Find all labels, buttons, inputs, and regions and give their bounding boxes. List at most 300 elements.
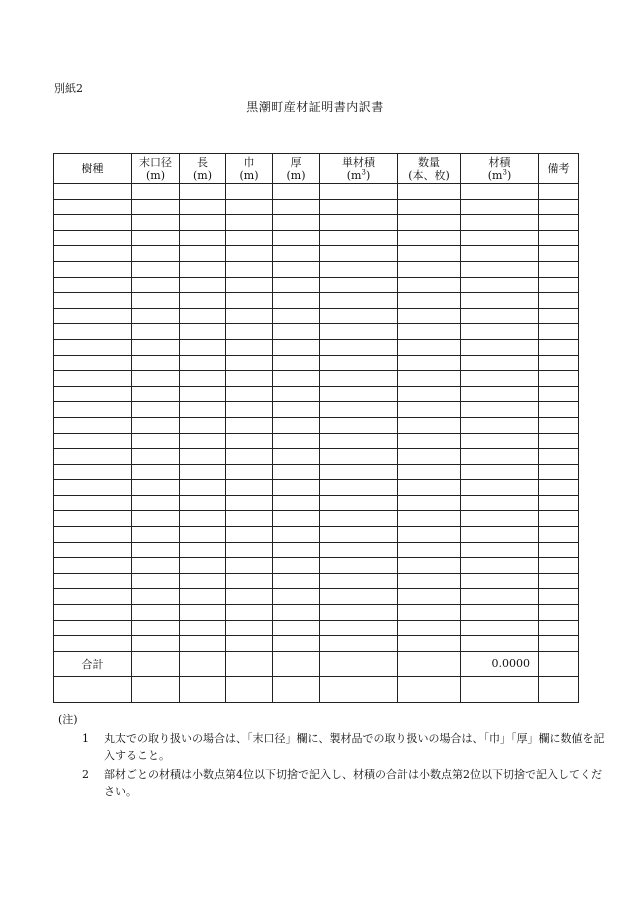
table-cell[interactable]: [398, 355, 461, 371]
table-cell[interactable]: [320, 261, 398, 277]
table-cell[interactable]: [273, 277, 320, 293]
table-cell[interactable]: [273, 573, 320, 589]
table-cell[interactable]: [132, 558, 180, 574]
table-cell[interactable]: [180, 464, 226, 480]
table-cell[interactable]: [226, 636, 273, 652]
table-cell[interactable]: [539, 605, 579, 621]
table-cell[interactable]: [539, 402, 579, 418]
table-cell[interactable]: [539, 293, 579, 309]
table-cell[interactable]: [54, 480, 132, 496]
table-cell[interactable]: [132, 464, 180, 480]
table-cell[interactable]: [132, 605, 180, 621]
table-cell[interactable]: [461, 215, 539, 231]
table-cell[interactable]: [539, 676, 579, 702]
table-cell[interactable]: [461, 277, 539, 293]
table-cell[interactable]: [226, 676, 273, 702]
table-cell[interactable]: [539, 417, 579, 433]
table-cell[interactable]: [132, 230, 180, 246]
table-cell[interactable]: [54, 215, 132, 231]
table-cell[interactable]: [54, 355, 132, 371]
table-cell[interactable]: [226, 542, 273, 558]
table-cell[interactable]: [539, 184, 579, 200]
table-cell[interactable]: [398, 402, 461, 418]
table-cell[interactable]: [461, 495, 539, 511]
table-cell[interactable]: [398, 589, 461, 605]
table-cell[interactable]: [180, 605, 226, 621]
table-cell[interactable]: [180, 511, 226, 527]
table-cell[interactable]: [54, 261, 132, 277]
table-cell[interactable]: [180, 371, 226, 387]
table-cell[interactable]: [320, 355, 398, 371]
table-cell[interactable]: [132, 339, 180, 355]
table-cell[interactable]: [180, 527, 226, 543]
table-cell[interactable]: [54, 605, 132, 621]
table-cell[interactable]: [539, 355, 579, 371]
table-cell[interactable]: [461, 261, 539, 277]
table-cell[interactable]: [320, 527, 398, 543]
table-cell[interactable]: [461, 542, 539, 558]
table-cell[interactable]: [132, 371, 180, 387]
table-cell[interactable]: [132, 417, 180, 433]
table-cell[interactable]: [226, 402, 273, 418]
table-cell[interactable]: [180, 542, 226, 558]
table-cell[interactable]: [54, 573, 132, 589]
table-cell[interactable]: [461, 246, 539, 262]
table-cell[interactable]: [226, 417, 273, 433]
table-cell[interactable]: [54, 558, 132, 574]
table-cell[interactable]: [54, 230, 132, 246]
table-cell[interactable]: [54, 589, 132, 605]
table-cell[interactable]: [320, 277, 398, 293]
table-cell[interactable]: [54, 417, 132, 433]
table-cell[interactable]: [398, 480, 461, 496]
table-row: [54, 199, 579, 215]
table-cell[interactable]: [54, 676, 132, 702]
table-cell[interactable]: [54, 324, 132, 340]
table-cell[interactable]: [132, 449, 180, 465]
table-cell[interactable]: [461, 636, 539, 652]
table-cell[interactable]: [539, 527, 579, 543]
table-cell[interactable]: [132, 542, 180, 558]
table-cell[interactable]: [180, 573, 226, 589]
table-cell[interactable]: [461, 433, 539, 449]
table-cell[interactable]: [180, 480, 226, 496]
table-cell[interactable]: [539, 246, 579, 262]
table-cell[interactable]: [320, 199, 398, 215]
table-cell[interactable]: [398, 261, 461, 277]
table-cell[interactable]: [273, 308, 320, 324]
table-cell[interactable]: [398, 511, 461, 527]
table-cell[interactable]: [226, 261, 273, 277]
table-cell[interactable]: [539, 230, 579, 246]
table-cell[interactable]: [54, 386, 132, 402]
table-cell[interactable]: [539, 215, 579, 231]
table-cell[interactable]: [320, 339, 398, 355]
table-cell[interactable]: [539, 199, 579, 215]
table-cell[interactable]: [320, 651, 398, 676]
table-cell[interactable]: [273, 449, 320, 465]
table-cell[interactable]: [273, 230, 320, 246]
table-cell[interactable]: [539, 620, 579, 636]
table-cell[interactable]: [398, 293, 461, 309]
table-cell[interactable]: [180, 308, 226, 324]
table-row: [54, 558, 579, 574]
table-cell[interactable]: [273, 676, 320, 702]
table-cell[interactable]: [54, 246, 132, 262]
table-cell[interactable]: [226, 433, 273, 449]
table-cell[interactable]: [320, 511, 398, 527]
table-cell[interactable]: [539, 433, 579, 449]
table-cell[interactable]: [273, 402, 320, 418]
table-cell[interactable]: [398, 542, 461, 558]
table-cell[interactable]: [180, 230, 226, 246]
table-cell[interactable]: [320, 417, 398, 433]
table-cell[interactable]: [226, 355, 273, 371]
timber-breakdown-table: [53, 153, 579, 703]
table-cell[interactable]: [398, 527, 461, 543]
table-cell[interactable]: [398, 308, 461, 324]
table-cell[interactable]: [180, 433, 226, 449]
table-cell[interactable]: [539, 651, 579, 676]
table-cell[interactable]: [273, 480, 320, 496]
table-cell[interactable]: [273, 199, 320, 215]
table-cell[interactable]: [54, 199, 132, 215]
table-cell[interactable]: [226, 464, 273, 480]
table-cell[interactable]: [54, 495, 132, 511]
table-cell[interactable]: [180, 589, 226, 605]
table-cell[interactable]: [273, 511, 320, 527]
table-cell[interactable]: [539, 480, 579, 496]
table-cell[interactable]: [273, 636, 320, 652]
table-cell[interactable]: [226, 480, 273, 496]
table-cell[interactable]: [398, 199, 461, 215]
table-cell[interactable]: [132, 246, 180, 262]
table-cell[interactable]: [398, 605, 461, 621]
table-cell[interactable]: [180, 215, 226, 231]
table-cell[interactable]: [226, 199, 273, 215]
table-cell[interactable]: [461, 511, 539, 527]
table-cell[interactable]: [320, 402, 398, 418]
table-cell[interactable]: [320, 464, 398, 480]
table-cell[interactable]: [398, 215, 461, 231]
document-label: 別紙2: [54, 82, 83, 95]
table-cell[interactable]: [132, 573, 180, 589]
table-cell[interactable]: [273, 495, 320, 511]
table-cell[interactable]: [132, 527, 180, 543]
table-cell[interactable]: [180, 651, 226, 676]
table-cell[interactable]: [180, 636, 226, 652]
table-cell[interactable]: [539, 386, 579, 402]
table-cell[interactable]: [180, 386, 226, 402]
table-cell[interactable]: [398, 277, 461, 293]
table-row: [54, 495, 579, 511]
table-cell[interactable]: [132, 293, 180, 309]
table-cell[interactable]: [273, 324, 320, 340]
table-cell[interactable]: [320, 293, 398, 309]
table-cell[interactable]: [320, 215, 398, 231]
table-cell[interactable]: [320, 605, 398, 621]
table-cell[interactable]: [226, 339, 273, 355]
table-cell[interactable]: [539, 371, 579, 387]
table-cell[interactable]: [226, 215, 273, 231]
table-cell[interactable]: [226, 184, 273, 200]
table-cell[interactable]: [273, 620, 320, 636]
table-cell[interactable]: [132, 324, 180, 340]
table-cell[interactable]: [180, 402, 226, 418]
table-cell[interactable]: [180, 355, 226, 371]
table-cell[interactable]: [273, 605, 320, 621]
table-cell[interactable]: [320, 620, 398, 636]
table-cell[interactable]: [539, 636, 579, 652]
table-cell[interactable]: [461, 449, 539, 465]
table-row: [54, 433, 579, 449]
table-cell[interactable]: [54, 371, 132, 387]
table-cell[interactable]: [539, 339, 579, 355]
table-row: [54, 371, 579, 387]
table-cell[interactable]: [132, 308, 180, 324]
table-cell[interactable]: [226, 449, 273, 465]
table-cell[interactable]: [273, 261, 320, 277]
table-cell[interactable]: [54, 636, 132, 652]
table-cell[interactable]: [461, 417, 539, 433]
table-cell[interactable]: [273, 589, 320, 605]
table-cell[interactable]: [180, 558, 226, 574]
table-cell[interactable]: [320, 433, 398, 449]
table-cell[interactable]: [398, 636, 461, 652]
table-cell[interactable]: [398, 433, 461, 449]
table-cell[interactable]: [226, 230, 273, 246]
table-cell[interactable]: [180, 620, 226, 636]
table-cell[interactable]: [273, 371, 320, 387]
header-species: 樹種: [54, 154, 132, 184]
table-cell[interactable]: [273, 433, 320, 449]
table-cell[interactable]: [539, 261, 579, 277]
table-cell[interactable]: [132, 277, 180, 293]
table-cell[interactable]: [539, 511, 579, 527]
table-cell[interactable]: [226, 558, 273, 574]
table-cell[interactable]: [398, 676, 461, 702]
table-cell[interactable]: [398, 651, 461, 676]
table-cell[interactable]: [180, 261, 226, 277]
table-cell[interactable]: [226, 495, 273, 511]
table-cell[interactable]: [539, 464, 579, 480]
table-cell[interactable]: [398, 417, 461, 433]
table-cell[interactable]: [461, 605, 539, 621]
table-cell[interactable]: [320, 386, 398, 402]
table-cell[interactable]: [320, 230, 398, 246]
table-cell[interactable]: [320, 676, 398, 702]
table-cell[interactable]: [226, 573, 273, 589]
table-cell[interactable]: [226, 324, 273, 340]
table-cell[interactable]: [180, 199, 226, 215]
table-cell[interactable]: [54, 449, 132, 465]
table-cell[interactable]: [398, 230, 461, 246]
table-cell[interactable]: [54, 184, 132, 200]
table-cell[interactable]: [398, 184, 461, 200]
table-cell[interactable]: [273, 417, 320, 433]
table-row: [54, 542, 579, 558]
table-row: [54, 620, 579, 636]
table-cell[interactable]: [461, 339, 539, 355]
table-cell[interactable]: [320, 324, 398, 340]
table-cell[interactable]: [320, 449, 398, 465]
table-cell[interactable]: [320, 246, 398, 262]
table-cell[interactable]: [398, 495, 461, 511]
table-cell[interactable]: [461, 676, 539, 702]
table-cell[interactable]: [273, 246, 320, 262]
table-cell[interactable]: [226, 620, 273, 636]
table-cell[interactable]: [54, 308, 132, 324]
table-cell[interactable]: [132, 355, 180, 371]
table-cell[interactable]: [226, 277, 273, 293]
table-cell[interactable]: [461, 573, 539, 589]
table-cell[interactable]: [539, 324, 579, 340]
table-cell[interactable]: [132, 589, 180, 605]
table-cell[interactable]: [132, 676, 180, 702]
table-cell[interactable]: [54, 277, 132, 293]
table-cell[interactable]: [226, 589, 273, 605]
table-cell[interactable]: [461, 355, 539, 371]
table-cell[interactable]: [54, 433, 132, 449]
table-cell[interactable]: [226, 386, 273, 402]
table-cell[interactable]: [132, 184, 180, 200]
table-cell[interactable]: [54, 620, 132, 636]
table-cell[interactable]: [54, 511, 132, 527]
table-cell[interactable]: [461, 371, 539, 387]
table-cell[interactable]: [132, 386, 180, 402]
table-cell[interactable]: [398, 246, 461, 262]
table-cell[interactable]: [461, 308, 539, 324]
table-cell[interactable]: [180, 277, 226, 293]
blank-row: [54, 676, 579, 702]
table-cell[interactable]: [54, 402, 132, 418]
table-cell[interactable]: [320, 480, 398, 496]
table-cell[interactable]: [461, 589, 539, 605]
table-cell[interactable]: [273, 184, 320, 200]
table-cell[interactable]: [54, 339, 132, 355]
table-cell[interactable]: [132, 495, 180, 511]
table-cell[interactable]: [398, 464, 461, 480]
table-cell[interactable]: [461, 324, 539, 340]
table-row: [54, 246, 579, 262]
table-cell[interactable]: [273, 542, 320, 558]
table-cell[interactable]: [132, 199, 180, 215]
note-item-2: [58, 766, 608, 800]
table-cell[interactable]: [539, 542, 579, 558]
table-cell[interactable]: [539, 495, 579, 511]
table-cell[interactable]: [132, 261, 180, 277]
table-cell[interactable]: [461, 386, 539, 402]
table-cell[interactable]: [226, 651, 273, 676]
table-cell[interactable]: [273, 386, 320, 402]
table-cell[interactable]: [226, 511, 273, 527]
table-cell[interactable]: [320, 371, 398, 387]
table-cell[interactable]: [180, 676, 226, 702]
table-cell[interactable]: [132, 511, 180, 527]
table-cell[interactable]: [273, 215, 320, 231]
table-cell[interactable]: [461, 464, 539, 480]
table-cell[interactable]: [226, 293, 273, 309]
table-cell[interactable]: [461, 184, 539, 200]
table-cell[interactable]: [132, 402, 180, 418]
table-cell[interactable]: [180, 417, 226, 433]
table-cell[interactable]: [54, 527, 132, 543]
table-cell[interactable]: [180, 339, 226, 355]
table-cell[interactable]: [180, 246, 226, 262]
table-cell[interactable]: [461, 230, 539, 246]
table-cell[interactable]: [320, 558, 398, 574]
table-cell[interactable]: [320, 589, 398, 605]
table-cell[interactable]: [54, 464, 132, 480]
table-cell[interactable]: [461, 480, 539, 496]
table-cell[interactable]: [320, 542, 398, 558]
table-cell[interactable]: [539, 558, 579, 574]
table-cell[interactable]: [320, 495, 398, 511]
table-cell[interactable]: [461, 293, 539, 309]
table-cell[interactable]: [132, 215, 180, 231]
table-cell[interactable]: [539, 589, 579, 605]
table-cell[interactable]: [398, 449, 461, 465]
table-cell[interactable]: [320, 636, 398, 652]
table-cell[interactable]: [398, 558, 461, 574]
table-cell[interactable]: [226, 605, 273, 621]
table-cell[interactable]: [273, 527, 320, 543]
table-cell[interactable]: [273, 293, 320, 309]
table-cell[interactable]: [132, 480, 180, 496]
table-cell[interactable]: [132, 433, 180, 449]
table-cell[interactable]: [398, 371, 461, 387]
table-cell[interactable]: [539, 573, 579, 589]
table-cell[interactable]: [320, 184, 398, 200]
table-cell[interactable]: [398, 386, 461, 402]
table-cell[interactable]: [132, 636, 180, 652]
table-cell[interactable]: [539, 277, 579, 293]
table-cell[interactable]: [180, 324, 226, 340]
table-cell[interactable]: [226, 371, 273, 387]
table-cell[interactable]: [132, 651, 180, 676]
table-cell[interactable]: [54, 542, 132, 558]
table-cell[interactable]: [180, 293, 226, 309]
table-cell[interactable]: [320, 573, 398, 589]
table-cell[interactable]: [461, 402, 539, 418]
table-cell[interactable]: [273, 339, 320, 355]
table-cell[interactable]: [461, 620, 539, 636]
table-row: [54, 230, 579, 246]
table-cell[interactable]: [398, 339, 461, 355]
table-cell[interactable]: [180, 184, 226, 200]
table-cell[interactable]: [398, 324, 461, 340]
table-cell[interactable]: [461, 199, 539, 215]
table-cell[interactable]: [273, 651, 320, 676]
table-cell[interactable]: [273, 558, 320, 574]
table-cell[interactable]: [226, 527, 273, 543]
table-cell[interactable]: [226, 246, 273, 262]
table-cell[interactable]: [539, 449, 579, 465]
table-cell[interactable]: [273, 355, 320, 371]
table-cell[interactable]: [54, 293, 132, 309]
table-cell[interactable]: [226, 308, 273, 324]
table-cell[interactable]: [461, 527, 539, 543]
table-cell[interactable]: [320, 308, 398, 324]
table-cell[interactable]: [398, 620, 461, 636]
table-cell[interactable]: [398, 573, 461, 589]
table-cell[interactable]: [180, 449, 226, 465]
table-cell[interactable]: [539, 308, 579, 324]
table-cell[interactable]: [180, 495, 226, 511]
table-cell[interactable]: [273, 464, 320, 480]
table-cell[interactable]: [132, 620, 180, 636]
table-cell[interactable]: [461, 558, 539, 574]
